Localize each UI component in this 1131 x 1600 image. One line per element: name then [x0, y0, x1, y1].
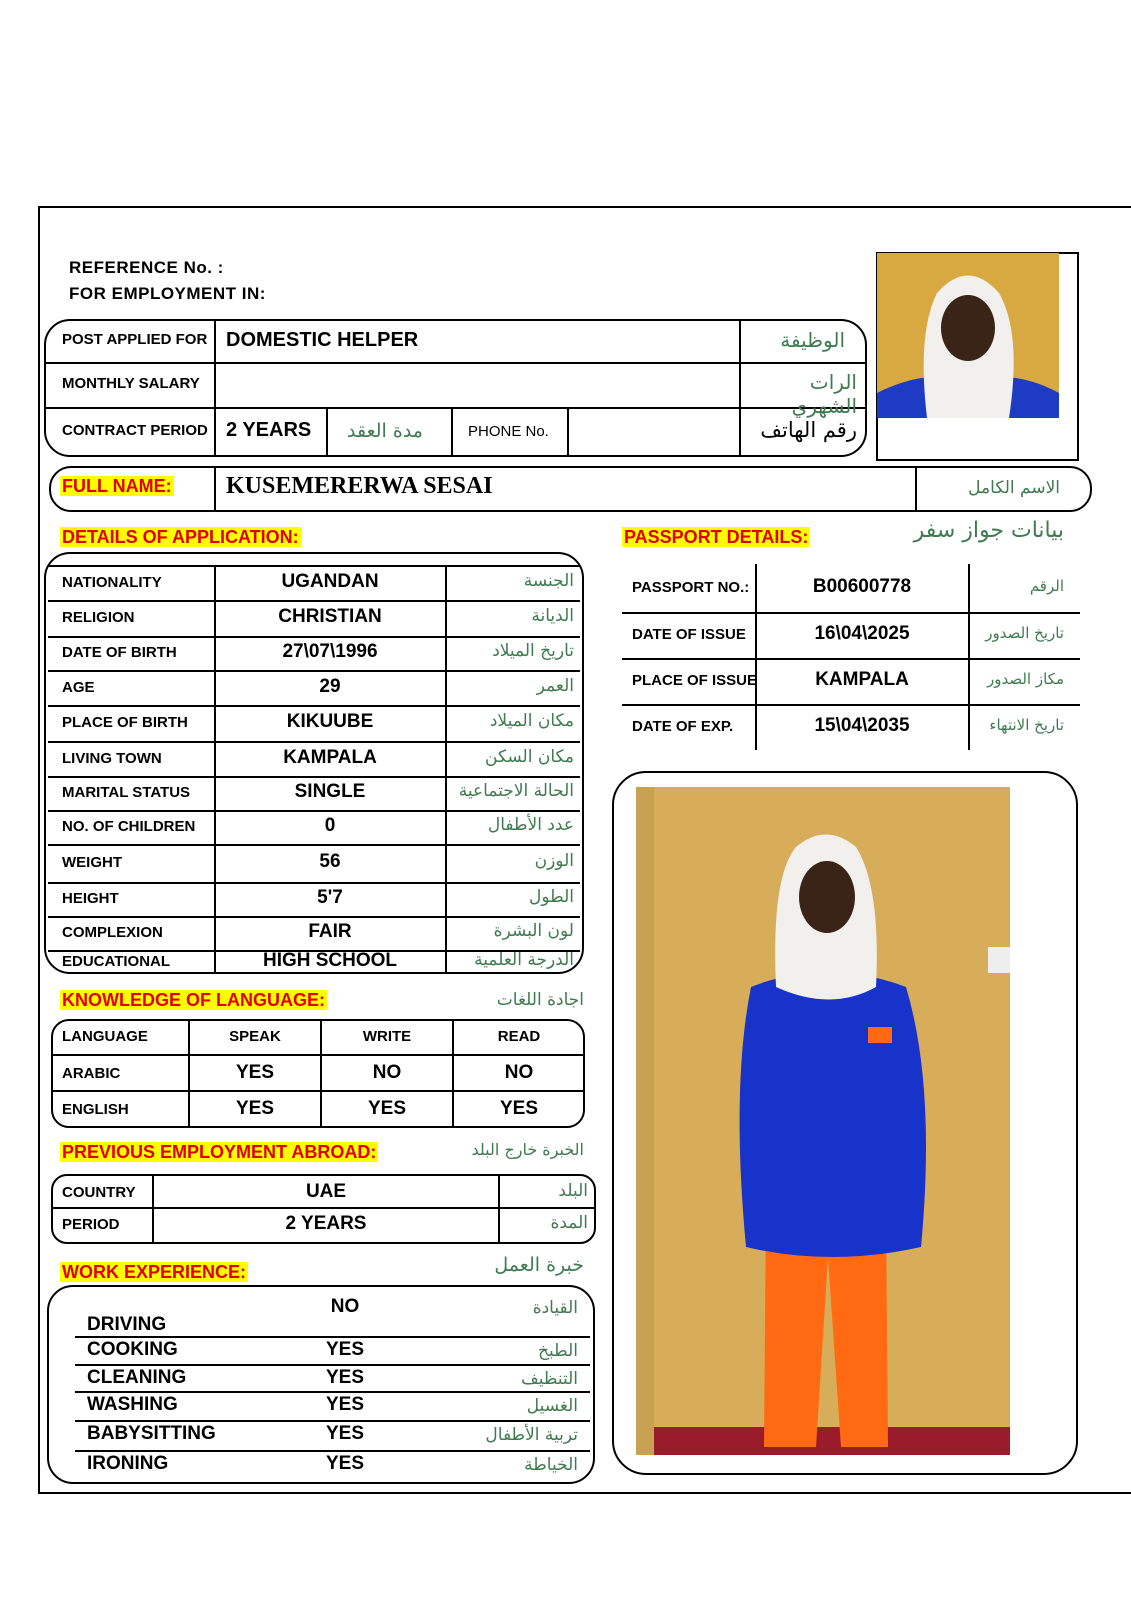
work-row-ar: الطبخ	[538, 1341, 578, 1361]
details-row-divider	[48, 705, 580, 707]
previous-row-value: UAE	[305, 1181, 347, 1202]
passport-row-label: DATE OF ISSUE	[632, 626, 746, 643]
details-row-label: COMPLEXION	[62, 924, 163, 941]
previous-title-ar: الخبرة خارج البلد	[471, 1140, 584, 1159]
salary-label: MONTHLY SALARY	[62, 375, 200, 392]
passport-title: PASSPORT DETAILS:	[624, 527, 809, 547]
details-row-label: EDUCATIONAL	[62, 952, 171, 970]
details-row-label: PLACE OF BIRTH	[62, 714, 188, 731]
details-row-divider	[48, 916, 580, 918]
language-name: ARABIC	[62, 1065, 121, 1082]
details-row-ar: عدد الأطفال	[487, 815, 574, 835]
contract-ar: مدة العقد	[347, 420, 423, 442]
details-row-ar: مكان الميلاد	[489, 711, 574, 731]
reference-label: REFERENCE No. :	[69, 258, 224, 277]
passport-row-label: PLACE OF ISSUE	[632, 672, 758, 689]
passport-row-value: KAMPALA	[815, 669, 909, 690]
details-row-divider	[48, 600, 580, 602]
language-header-cell: READ	[497, 1028, 541, 1045]
language-header-cell: LANGUAGE	[62, 1028, 148, 1045]
details-row-value: 29	[319, 675, 341, 697]
details-row-value: KIKUUBE	[286, 711, 374, 732]
passport-row-ar: تاريخ الصدور	[985, 624, 1064, 642]
work-row-value: YES	[325, 1423, 365, 1444]
language-title-ar: اجادة اللغات	[496, 990, 584, 1010]
previous-row-label: COUNTRY	[62, 1184, 136, 1201]
language-speak-value: YES	[235, 1062, 275, 1083]
previous-row-ar: المدة	[550, 1213, 588, 1233]
full-name-label: FULL NAME:	[62, 476, 172, 496]
language-read-value: YES	[499, 1098, 539, 1119]
work-title-ar: خبرة العمل	[494, 1254, 584, 1276]
details-row-ar: الديانة	[531, 606, 574, 626]
previous-row-label: PERIOD	[62, 1216, 120, 1233]
details-row-value: 56	[319, 851, 341, 872]
details-row-divider	[48, 810, 580, 812]
details-row-ar: تاريخ الميلاد	[492, 641, 574, 661]
language-header-cell: SPEAK	[229, 1028, 281, 1045]
work-row-ar: الغسيل	[526, 1396, 578, 1416]
details-row-ar: الوزن	[534, 851, 574, 871]
details-row-ar: العمر	[536, 675, 574, 696]
contract-value: 2 YEARS	[226, 419, 312, 441]
details-row-label: HEIGHT	[62, 890, 119, 907]
passport-row-label: DATE OF EXP.	[632, 718, 734, 735]
details-row-divider	[48, 741, 580, 743]
details-row-divider	[48, 844, 580, 846]
details-row-value: KAMPALA	[283, 746, 377, 768]
work-row-ar: الخياطة	[524, 1455, 578, 1475]
work-row-label: IRONING	[87, 1453, 169, 1474]
passport-row-divider	[622, 704, 1080, 706]
details-row-value: 5'7	[317, 887, 343, 908]
work-row-value: YES	[325, 1339, 365, 1360]
work-row-value: YES	[325, 1453, 365, 1474]
passport-row-divider	[622, 612, 1080, 614]
work-row-ar: القيادة	[532, 1298, 578, 1318]
passport-title-ar: بيانات جواز سفر	[913, 518, 1064, 543]
work-row-label: WASHING	[87, 1394, 178, 1415]
details-row-divider	[48, 670, 580, 672]
work-row-divider	[75, 1450, 590, 1452]
previous-title: PREVIOUS EMPLOYMENT ABROAD:	[62, 1142, 377, 1162]
details-row-label: DATE OF BIRTH	[62, 644, 177, 661]
details-row-value: SINGLE	[294, 781, 366, 802]
details-row-label: NATIONALITY	[62, 573, 162, 591]
details-row-ar: الطول	[529, 887, 574, 907]
details-row-value: HIGH SCHOOL	[262, 949, 398, 971]
work-row-divider	[75, 1391, 590, 1393]
details-row-label: RELIGION	[62, 609, 135, 626]
work-row-value: YES	[325, 1367, 365, 1388]
passport-row-ar: الرقم	[1029, 577, 1064, 595]
language-write-value: YES	[367, 1098, 407, 1119]
details-row-divider	[48, 776, 580, 778]
details-row-divider	[48, 882, 580, 884]
work-row-divider	[75, 1420, 590, 1422]
passport-row-ar: مكاز الصدور	[986, 670, 1064, 688]
details-row-ar: الدرجة العلمية	[474, 949, 574, 970]
details-title: DETAILS OF APPLICATION:	[62, 527, 299, 547]
post-ar: الوظيفة	[780, 328, 845, 352]
work-row-ar: التنظيف	[521, 1369, 578, 1389]
work-row-divider	[75, 1364, 590, 1366]
details-row-label: AGE	[62, 678, 95, 696]
language-read-value: NO	[504, 1062, 534, 1083]
details-row-label: NO. OF CHILDREN	[62, 818, 196, 835]
previous-row-value: 2 YEARS	[285, 1213, 367, 1234]
post-value: DOMESTIC HELPER	[226, 329, 419, 351]
work-row-divider	[75, 1336, 590, 1338]
details-row-divider	[48, 636, 580, 638]
work-row-ar: تربية الأطفال	[485, 1425, 578, 1445]
details-row-value: UGANDAN	[281, 570, 379, 592]
work-row-label: COOKING	[87, 1339, 178, 1360]
work-row-label: BABYSITTING	[87, 1423, 216, 1444]
work-row-value: YES	[325, 1394, 365, 1415]
details-row-value: 27\07\1996	[282, 641, 378, 662]
contract-label: CONTRACT PERIOD	[62, 422, 208, 439]
applicant-full-photo	[636, 787, 1010, 1455]
phone-label: PHONE No.	[468, 423, 549, 440]
passport-row-value: 16\04\2025	[814, 623, 910, 644]
details-row-label: LIVING TOWN	[62, 749, 162, 767]
passport-row-ar: تاريخ الانتهاء	[989, 716, 1064, 734]
work-row-label: DRIVING	[87, 1314, 167, 1335]
language-write-value: NO	[372, 1062, 402, 1083]
details-row-ar: مكان السكن	[485, 746, 574, 767]
details-row-value: 0	[324, 815, 336, 836]
passport-row-label: PASSPORT NO.:	[632, 579, 750, 596]
language-speak-value: YES	[235, 1098, 275, 1119]
phone-ar: رقم الهاتف	[760, 418, 857, 442]
language-header-cell: WRITE	[362, 1028, 412, 1045]
details-row-value: FAIR	[308, 921, 352, 942]
details-row-label: WEIGHT	[62, 854, 122, 871]
details-row-ar: الجنسة	[523, 570, 574, 591]
passport-row-value: 15\04\2035	[814, 715, 910, 736]
details-row-value: CHRISTIAN	[278, 606, 382, 627]
details-row-label: MARITAL STATUS	[62, 784, 191, 801]
language-title: KNOWLEDGE OF LANGUAGE:	[62, 990, 325, 1010]
details-top-border	[48, 565, 580, 567]
passport-row-value: B00600778	[812, 576, 912, 597]
work-row-value: NO	[330, 1296, 360, 1317]
work-row-label: CLEANING	[87, 1367, 187, 1388]
details-row-ar: الحالة الاجتماعية	[458, 781, 574, 801]
applicant-portrait-photo	[877, 253, 1059, 418]
work-title: WORK EXPERIENCE:	[62, 1262, 247, 1282]
passport-row-divider	[622, 658, 1080, 660]
post-label: POST APPLIED FOR	[62, 331, 208, 348]
language-name: ENGLISH	[62, 1101, 129, 1118]
details-row-ar: لون البشرة	[493, 921, 574, 941]
full-name-value: KUSEMERERWA SESAI	[226, 473, 493, 499]
previous-row-ar: البلد	[558, 1181, 588, 1201]
salary-ar: الرات الشهري	[791, 370, 857, 418]
employment-label: FOR EMPLOYMENT IN:	[69, 284, 266, 303]
full-name-ar: الاسم الكامل	[968, 478, 1060, 498]
